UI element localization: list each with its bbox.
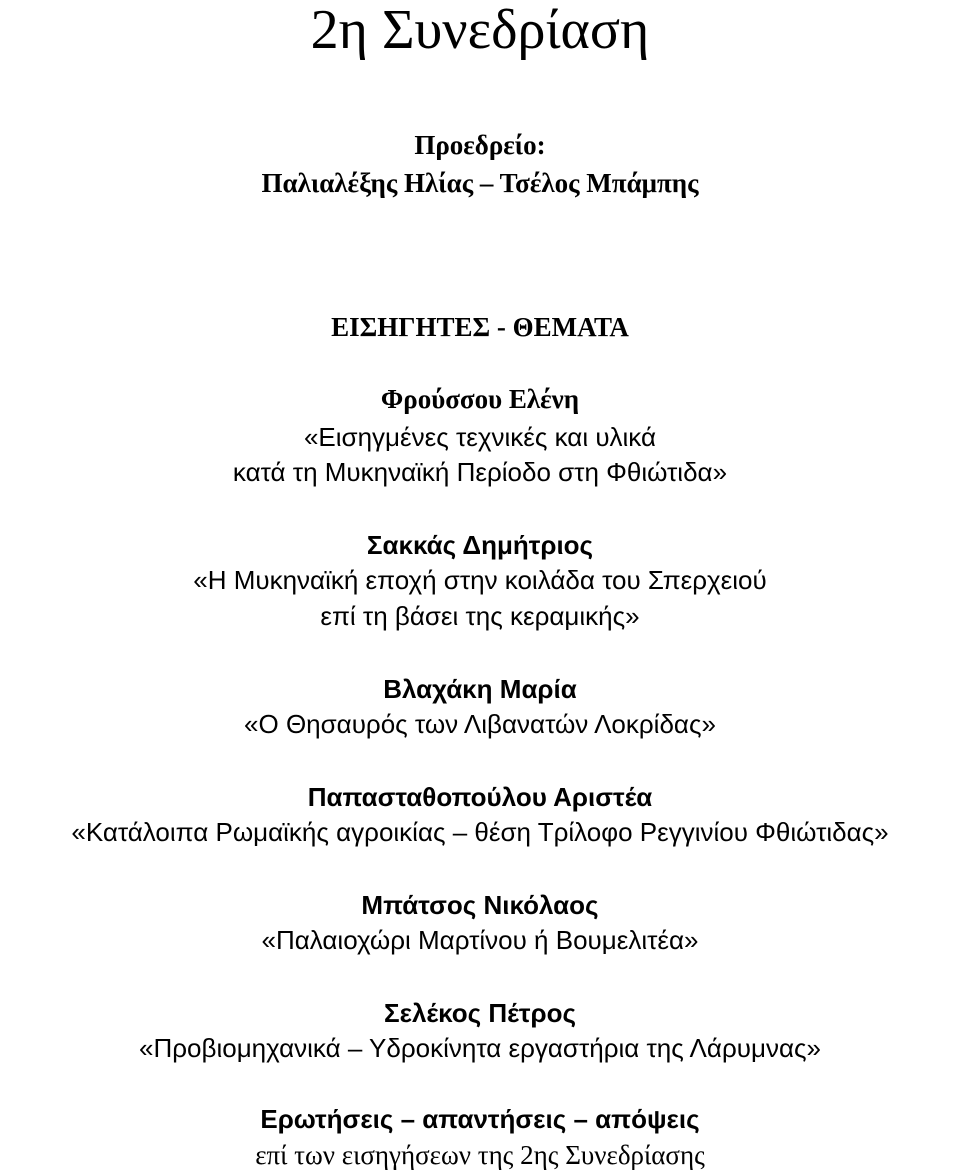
talk-title-line: «Η Μυκηναϊκή εποχή στην κοιλάδα του Σπερχειού xyxy=(193,565,767,595)
talk-title-line: «Προβιομηχανικά – Υδροκίνητα εργαστήρια της Λάρυμνας» xyxy=(139,1033,821,1063)
talk-title-line: «Κατάλοιπα Ρωμαϊκής αγροικίας – θέση Τρίλοφο Ρεγγινίου Φθιώτιδας» xyxy=(71,817,889,847)
discussion-heading: Ερωτήσεις – απαντήσεις – απόψεις xyxy=(260,1104,700,1134)
talk-title-line: επί τη βάσει της κεραμικής» xyxy=(320,601,640,631)
speaker-name: Βλαχάκη Μαρία xyxy=(383,674,577,704)
session-title: 2η Συνεδρίαση xyxy=(310,0,650,61)
talk-title-line: «Ο Θησαυρός των Λιβανατών Λοκρίδας» xyxy=(244,709,716,739)
speaker-name: Παπασταθοπούλου Αριστέα xyxy=(307,782,653,812)
speaker-name: Μπάτσος Νικόλαος xyxy=(361,890,599,920)
presidium-label: Προεδρείο: xyxy=(414,130,546,160)
speaker-name: Σελέκος Πέτρος xyxy=(384,998,576,1028)
speaker-name: Σακκάς Δημήτριος xyxy=(366,530,594,560)
presidium-members: Παλιαλέξης Ηλίας – Τσέλος Μπάμπης xyxy=(261,168,699,198)
talk-title-line: «Εισηγμένες τεχνικές και υλικά xyxy=(303,422,657,452)
talk-title-line: «Παλαιοχώρι Μαρτίνου ή Βουμελιτέα» xyxy=(261,925,699,955)
speakers-heading: ΕΙΣΗΓΗΤΕΣ - ΘΕΜΑΤΑ xyxy=(331,312,629,342)
discussion-subtitle: επί των εισηγήσεων της 2ης Συνεδρίασης xyxy=(255,1140,705,1170)
speaker-name: Φρούσσου Ελένη xyxy=(380,384,580,414)
talk-title-line: κατά τη Μυκηναϊκή Περίοδο στη Φθιώτιδα» xyxy=(232,457,728,487)
